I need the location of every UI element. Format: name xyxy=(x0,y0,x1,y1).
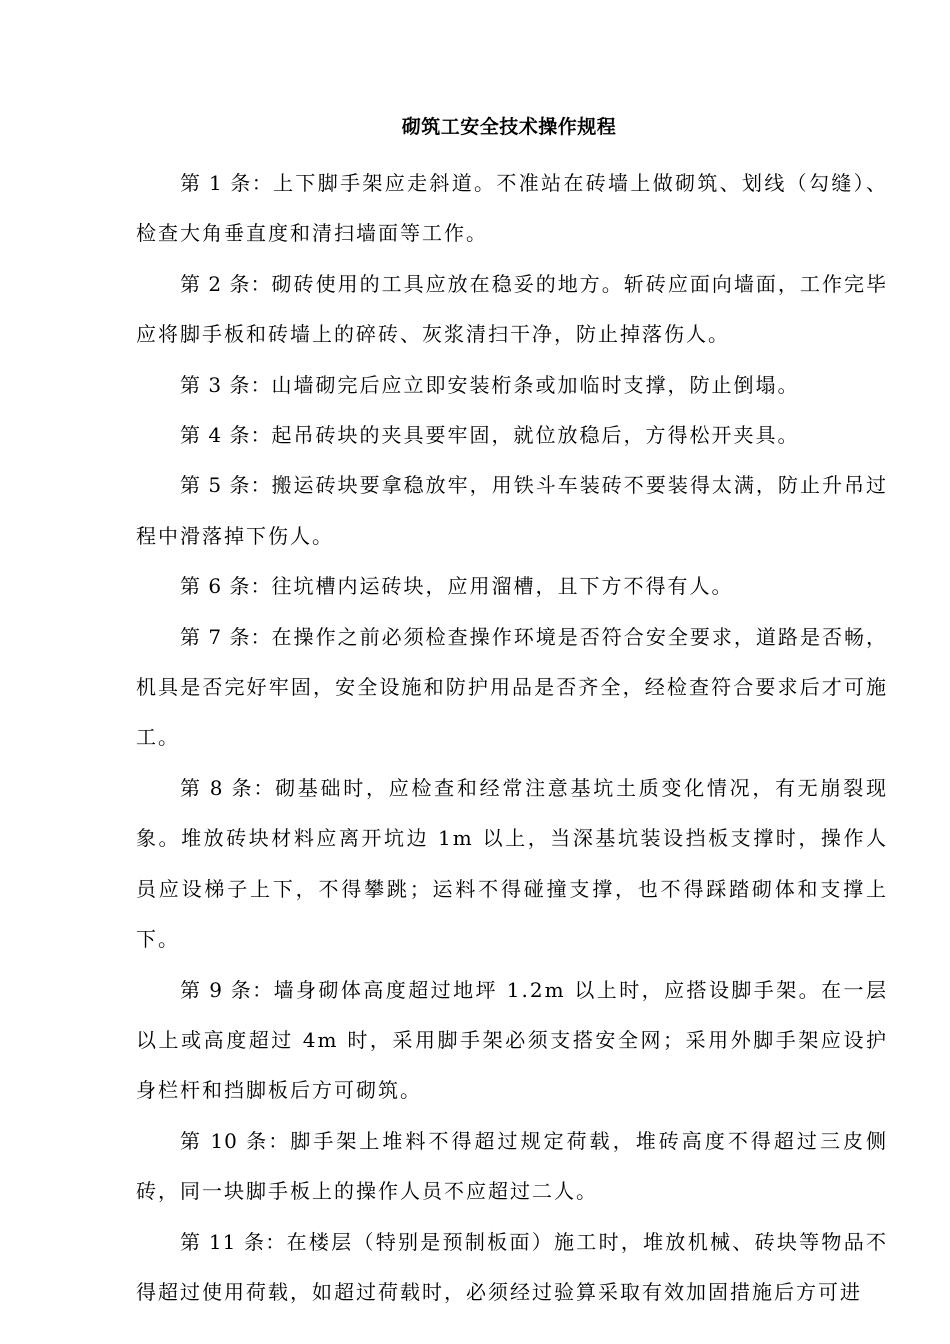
document-title: 砌筑工安全技术操作规程 xyxy=(401,116,617,138)
article-number: 第 5 条： xyxy=(180,473,272,498)
article-text: 砌基础时，应检查和经常注意基坑土质变化情况，有无崩裂现象。堆放砖块材料应离开坑边 1m 以上，当深基坑装设挡板支撑时，操作人员应设梯子上下，不得攀跳；运料不得碰撞支撑，也不得踩踏砌体和支撑上下。 xyxy=(136,775,888,952)
article-text: 起吊砖块的夹具要牢固，就位放稳后，方得松开夹具。 xyxy=(271,423,800,448)
article-text: 搬运砖块要拿稳放牢，用铁斗车装砖不要装得太满，防止升吊过程中滑落掉下伤人。 xyxy=(136,473,888,548)
article-number: 第 10 条： xyxy=(180,1128,291,1153)
article-text: 在楼层（特别是预制板面）施工时，堆放机械、砖块等物品不得超过使用荷载，如超过荷载时，必须经过验算采取有效加固措施后方可进 xyxy=(136,1229,888,1304)
article-text: 山墙砌完后应立即安装桁条或加临时支撑，防止倒塌。 xyxy=(271,372,800,397)
article-5 xyxy=(136,460,888,561)
article-7 xyxy=(136,612,888,763)
article-text: 往坑槽内运砖块，应用溜槽，且下方不得有人。 xyxy=(271,574,734,599)
article-text: 脚手架上堆料不得超过规定荷载，堆砖高度不得超过三皮侧砖，同一块脚手板上的操作人员不应超过二人。 xyxy=(136,1128,889,1204)
article-number: 第 3 条： xyxy=(180,372,272,397)
article-number: 第 6 条： xyxy=(180,574,272,599)
article-8 xyxy=(136,763,888,965)
article-6 xyxy=(136,561,888,611)
article-text: 上下脚手架应走斜道。不准站在砖墙上做砌筑、划线（勾缝）、检查大角垂直度和清扫墙面等工作。 xyxy=(136,171,888,246)
article-number: 第 11 条： xyxy=(180,1229,287,1254)
article-number: 第 4 条： xyxy=(180,423,272,448)
document-body xyxy=(136,158,888,1317)
article-number: 第 2 条： xyxy=(180,271,272,296)
article-11 xyxy=(136,1217,888,1318)
article-1 xyxy=(136,158,888,259)
article-text: 砌砖使用的工具应放在稳妥的地方。斩砖应面向墙面，工作完毕应将脚手板和砖墙上的碎砖、灰浆清扫干净，防止掉落伤人。 xyxy=(136,271,888,347)
article-number: 第 7 条： xyxy=(180,624,272,649)
article-number: 第 1 条： xyxy=(180,171,274,195)
article-3 xyxy=(136,360,888,410)
article-2 xyxy=(136,259,888,360)
article-10 xyxy=(136,1116,888,1217)
article-number: 第 8 条： xyxy=(180,775,276,800)
article-4 xyxy=(136,410,888,460)
article-9 xyxy=(136,965,888,1116)
article-text: 在操作之前必须检查操作环境是否符合安全要求，道路是否畅，机具是否完好牢固，安全设施和防护用品是否齐全，经检查符合要求后才可施工。 xyxy=(136,624,888,750)
article-text: 墙身砌体高度超过地坪 1.2m 以上时，应搭设脚手架。在一层以上或高度超过 4m 时，采用脚手架必须支搭安全网；采用外脚手架应设护身栏杆和挡脚板后方可砌筑。 xyxy=(136,977,888,1103)
article-number: 第 9 条： xyxy=(180,977,274,1002)
